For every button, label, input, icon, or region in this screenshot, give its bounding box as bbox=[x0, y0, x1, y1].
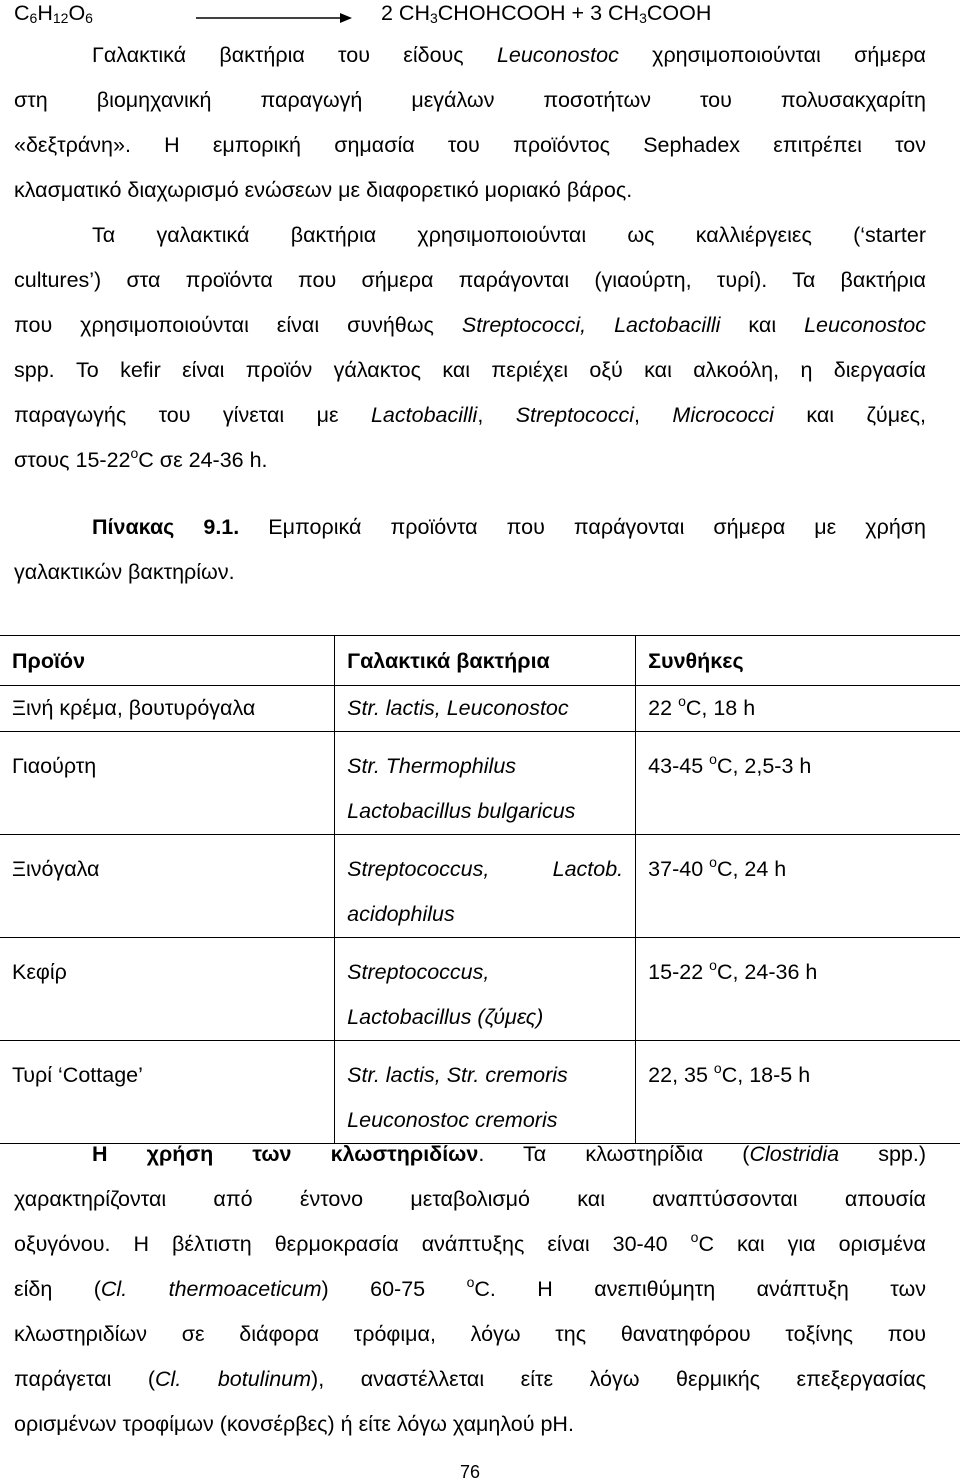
table-row bbox=[0, 938, 960, 1041]
equation-products: 2 $CH_3CHOHCOOH + 3$ $CH_3COOH$ bbox=[381, 1, 712, 26]
table-row bbox=[0, 686, 960, 732]
table-header-row bbox=[0, 636, 960, 686]
table-header-product: Προϊόν bbox=[0, 636, 335, 686]
para2-line4: spp. Το kefir είναι προϊόν γάλακτος και περιέχει οξύ και αλκοόλη, η διεργασία bbox=[14, 358, 926, 382]
page-number: 76 bbox=[459, 1462, 481, 1482]
products-table bbox=[0, 635, 960, 1144]
para3-line5: κλωστηριδίων σε διάφορα τρόφιμα, λόγω της θανατηφόρου τοξίνης που bbox=[14, 1322, 926, 1346]
para2-line5: παραγωγής του γίνεται με Lactobacilli, Streptococci, Micrococci και ζύμες, bbox=[14, 403, 926, 427]
para1-line2: στη βιομηχανική παραγωγή μεγάλων ποσοτήτων του πολυσακχαρίτη bbox=[14, 88, 926, 112]
table-cell-bacteria: Streptococcus, Lactobacillus (ζύμες) bbox=[335, 938, 636, 1041]
para3-line4: είδη (Cl. thermoaceticum) 60-75 $^o$C. Η ανεπιθύμητη ανάπτυξη των bbox=[14, 1274, 927, 1301]
para2-line2: cultures’) στα προϊόντα που σήμερα παράγονται (γιαούρτη, τυρί). Τα βακτήρια bbox=[14, 268, 926, 292]
para2-line6: στους 15-22$^o$C σε 24-36 h. bbox=[14, 445, 268, 472]
table-cell-product: Ξινόγαλα bbox=[0, 835, 335, 938]
para3-line2: χαρακτηρίζονται από έντονο μεταβολισμό και αναπτύσσονται απουσία bbox=[14, 1187, 926, 1211]
table-cell-product: Ξινή κρέμα, βουτυρόγαλα bbox=[0, 686, 335, 732]
para3-line3: οξυγόνου. Η βέλτιστη θερμοκρασία ανάπτυξης είναι 30-40 $^o$C και για ορισμένα bbox=[14, 1229, 926, 1256]
para3-line7: ορισμένων τροφίμων (κονσέρβες) ή είτε λόγω χαμηλού pH. bbox=[14, 1412, 574, 1436]
table-cell-product: Γιαούρτη bbox=[0, 732, 335, 835]
para3-line6: παράγεται (Cl. botulinum), αναστέλλεται είτε λόγω θερμικής επεξεργασίας bbox=[14, 1367, 926, 1391]
reaction-arrow-icon bbox=[196, 12, 352, 24]
table-cell-bacteria: Str. lactis, Str. cremoris Leuconostoc cremoris bbox=[335, 1041, 636, 1144]
para2-line3: που χρησιμοποιούνται είναι συνήθως Streptococci, Lactobacilli και Leuconostoc bbox=[14, 313, 926, 337]
table-cell-bacteria: Str. Thermophilus Lactobacillus bulgaricus bbox=[335, 732, 636, 835]
table-cell-conditions: 22, 35 $^o$C, 18-5 h bbox=[648, 1060, 811, 1087]
para1-line1: Γαλακτικά βακτήρια του είδους Leuconostoc χρησιμοποιούνται σήμερα bbox=[92, 43, 926, 67]
table-header-conditions: Συνθήκες bbox=[648, 649, 744, 673]
table-cell-conditions: 15-22 $^o$C, 24-36 h bbox=[648, 957, 818, 984]
table-cell-bacteria: Str. lactis, Leuconostoc bbox=[335, 686, 636, 732]
table-row bbox=[0, 1041, 960, 1144]
table-cell-bacteria: Streptococcus, Lactob. acidophilus bbox=[335, 835, 636, 938]
para1-line4: κλασματικό διαχωρισμό ενώσεων με διαφορετικό μοριακό βάρος. bbox=[14, 178, 633, 202]
table-cell-conditions: 37-40 $^o$C, 24 h bbox=[648, 854, 787, 881]
table-cell-product: Τυρί ‘Cottage’ bbox=[0, 1041, 335, 1144]
para2-line1: Τα γαλακτικά βακτήρια χρησιμοποιούνται ως καλλιέργειες (‘starter bbox=[92, 223, 926, 247]
para3-line1: Η χρήση των κλωστηριδίων. Τα κλωστηρίδια (Clostridia spp.) bbox=[92, 1142, 926, 1166]
table-cell-product: Κεφίρ bbox=[0, 938, 335, 1041]
table-row bbox=[0, 732, 960, 835]
table-caption-line2: γαλακτικών βακτηρίων. bbox=[14, 560, 235, 584]
table-caption: Πίνακας 9.1. Εμπορικά προϊόντα που παράγονται σήμερα με χρήση bbox=[92, 515, 926, 539]
table-cell-conditions: 43-45 $^o$C, 2,5-3 h bbox=[648, 751, 812, 778]
para1-line3: «δεξτράνη». Η εμπορική σημασία του προϊόντος Sephadex επιτρέπει τον bbox=[14, 133, 926, 157]
table-caption-label: Πίνακας 9.1. bbox=[92, 515, 240, 539]
table-header-bacteria: Γαλακτικά βακτήρια bbox=[335, 636, 636, 686]
table-cell-conditions: 22 $^o$C, 18 h bbox=[648, 693, 756, 720]
section-title: Η χρήση των κλωστηριδίων bbox=[92, 1142, 479, 1166]
table-row bbox=[0, 835, 960, 938]
equation-reactant: $C_6H_{12}O_6$ bbox=[14, 1, 93, 26]
